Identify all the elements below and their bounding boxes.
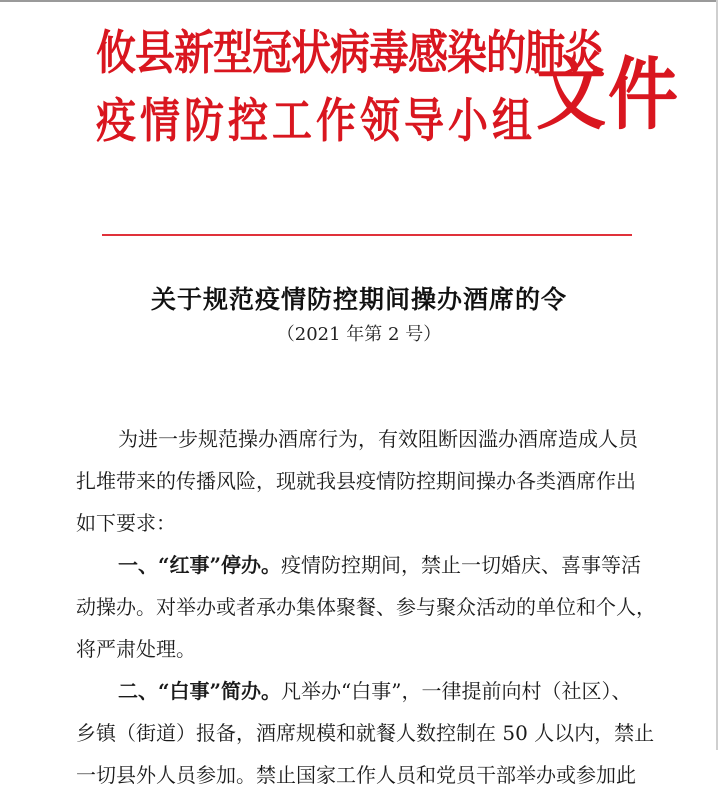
issuing-organization-line-1: 攸县新型冠状病毒感染的肺炎 bbox=[96, 26, 603, 81]
item2-line-3: 一切县外人员参加。禁止国家工作人员和党员干部举办或参加此 bbox=[76, 763, 636, 787]
item2-first-line bbox=[76, 670, 636, 712]
document-type-label: 文件 bbox=[536, 48, 680, 141]
intro-line-1: 为进一步规范操办酒席行为，有效阻断因滥办酒席造成人员 bbox=[118, 427, 638, 451]
item1-heading: 一、“红事”停办。 bbox=[118, 553, 282, 577]
document-title: 关于规范疫情防控期间操办酒席的令 bbox=[150, 285, 567, 314]
item2-heading: 二、“白事”简办。 bbox=[118, 679, 282, 703]
item1-text: 疫情防控期间，禁止一切婚庆、喜事等活 bbox=[281, 553, 642, 577]
document-body bbox=[76, 418, 656, 796]
document-number: （2021 年第 2 号） bbox=[276, 324, 442, 345]
item1-line-2: 动操办。对举办或者承办集体聚餐、参与聚众活动的单位和个人， bbox=[76, 595, 656, 619]
intro-line-3: 如下要求： bbox=[76, 511, 176, 535]
item2-line-2: 乡镇（街道）报备，酒席规模和就餐人数控制在 50 人以内，禁止 bbox=[76, 721, 655, 745]
issuing-organization-line-2: 疫情防控工作领导小组 bbox=[96, 94, 536, 149]
page-top-edge bbox=[0, 0, 718, 2]
document-header bbox=[96, 14, 680, 164]
item2-text: 凡举办“白事”，一律提前向村（社区）、 bbox=[281, 679, 632, 703]
item1-line-3: 将严肃处理。 bbox=[76, 637, 196, 661]
header-red-rule bbox=[102, 234, 632, 236]
item1-first-line bbox=[76, 544, 642, 586]
intro-line-2: 扎堆带来的传播风险，现就我县疫情防控期间操办各类酒席作出 bbox=[76, 469, 636, 493]
